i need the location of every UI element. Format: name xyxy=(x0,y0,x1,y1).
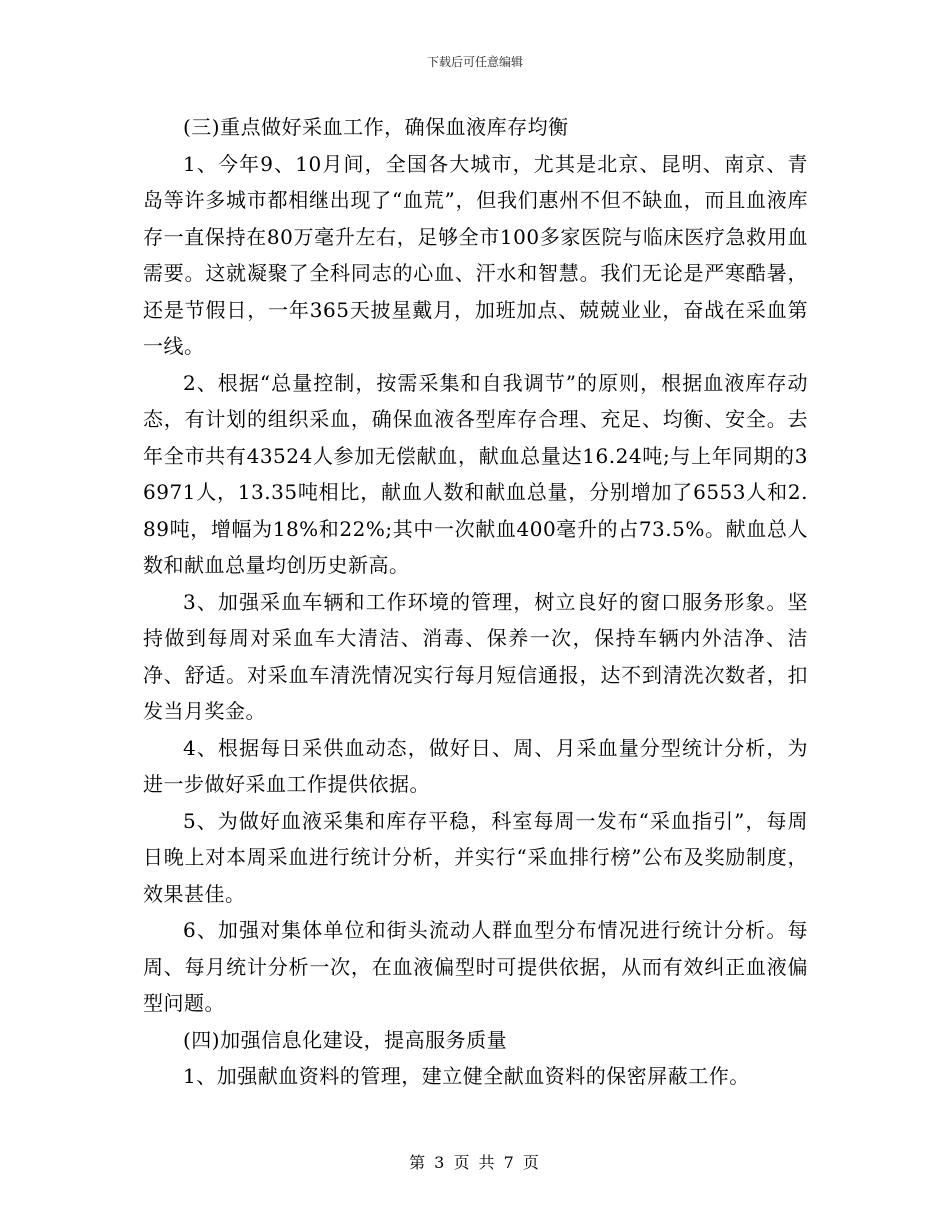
paragraph-item-6: 6、加强对集体单位和街头流动人群血型分布情况进行统计分析。每周、每月统计分析一次，在血液偏型时可提供依据，从而有效纠正血液偏型问题。 xyxy=(143,918,808,1015)
document-body xyxy=(143,109,808,1095)
paragraph-item-2: 2、根据“总量控制，按需采集和自我调节”的原则，根据血液库存动态，有计划的组织采血，确保血液各型库存合理、充足、均衡、安全。去年全市共有43524人参加无偿献血，献血总量达16.24吨;与上年同期的36971人，13.35吨相比，献血人数和献血总量，分别增加了6553人和2.89吨，增幅为18%和22%;其中一次献血400毫升的占73.5%。献血总人数和献血总量均创历史新高。 xyxy=(143,370,808,577)
section-heading-4: (四)加强信息化建设，提高服务质量 xyxy=(183,1027,508,1052)
page-header: 下载后可任意编辑 xyxy=(426,55,523,69)
paragraph-item-3: 3、加强采血车辆和工作环境的管理，树立良好的窗口服务形象。坚持做到每周对采血车大清洁、消毒、保养一次，保持车辆内外洁净、洁净、舒适。对采血车清洗情况实行每月短信通报，达不到清洗次数者，扣发当月奖金。 xyxy=(143,589,808,723)
paragraph-item-4-1: 1、加强献血资料的管理，建立健全献血资料的保密屏蔽工作。 xyxy=(183,1064,750,1088)
paragraph-item-5: 5、为做好血液采集和库存平稳，科室每周一发布“采血指引”，每周日晚上对本周采血进行统计分析，并实行“采血排行榜”公布及奖励制度，效果甚佳。 xyxy=(143,808,808,906)
section-heading-3: (三)重点做好采血工作，确保血液库存均衡 xyxy=(183,115,569,139)
paragraph-item-1: 1、今年9、10月间，全国各大城市，尤其是北京、昆明、南京、青岛等许多城市都相继出现了“血荒”，但我们惠州不但不缺血，而且血液库存一直保持在80万毫升左右，足够全市100多家医院与临床医疗急救用血需要。这就凝聚了全科同志的心血、汗水和智慧。我们无论是严寒酷暑，还是节假日，一年365天披星戴月，加班加点、兢兢业业，奋战在采血第一线。 xyxy=(143,151,808,358)
page-number-footer: 第 3 页 共 7 页 xyxy=(409,1153,541,1172)
paragraph-item-4: 4、根据每日采供血动态，做好日、周、月采血量分型统计分析，为进一步做好采血工作提供依据。 xyxy=(143,735,808,796)
